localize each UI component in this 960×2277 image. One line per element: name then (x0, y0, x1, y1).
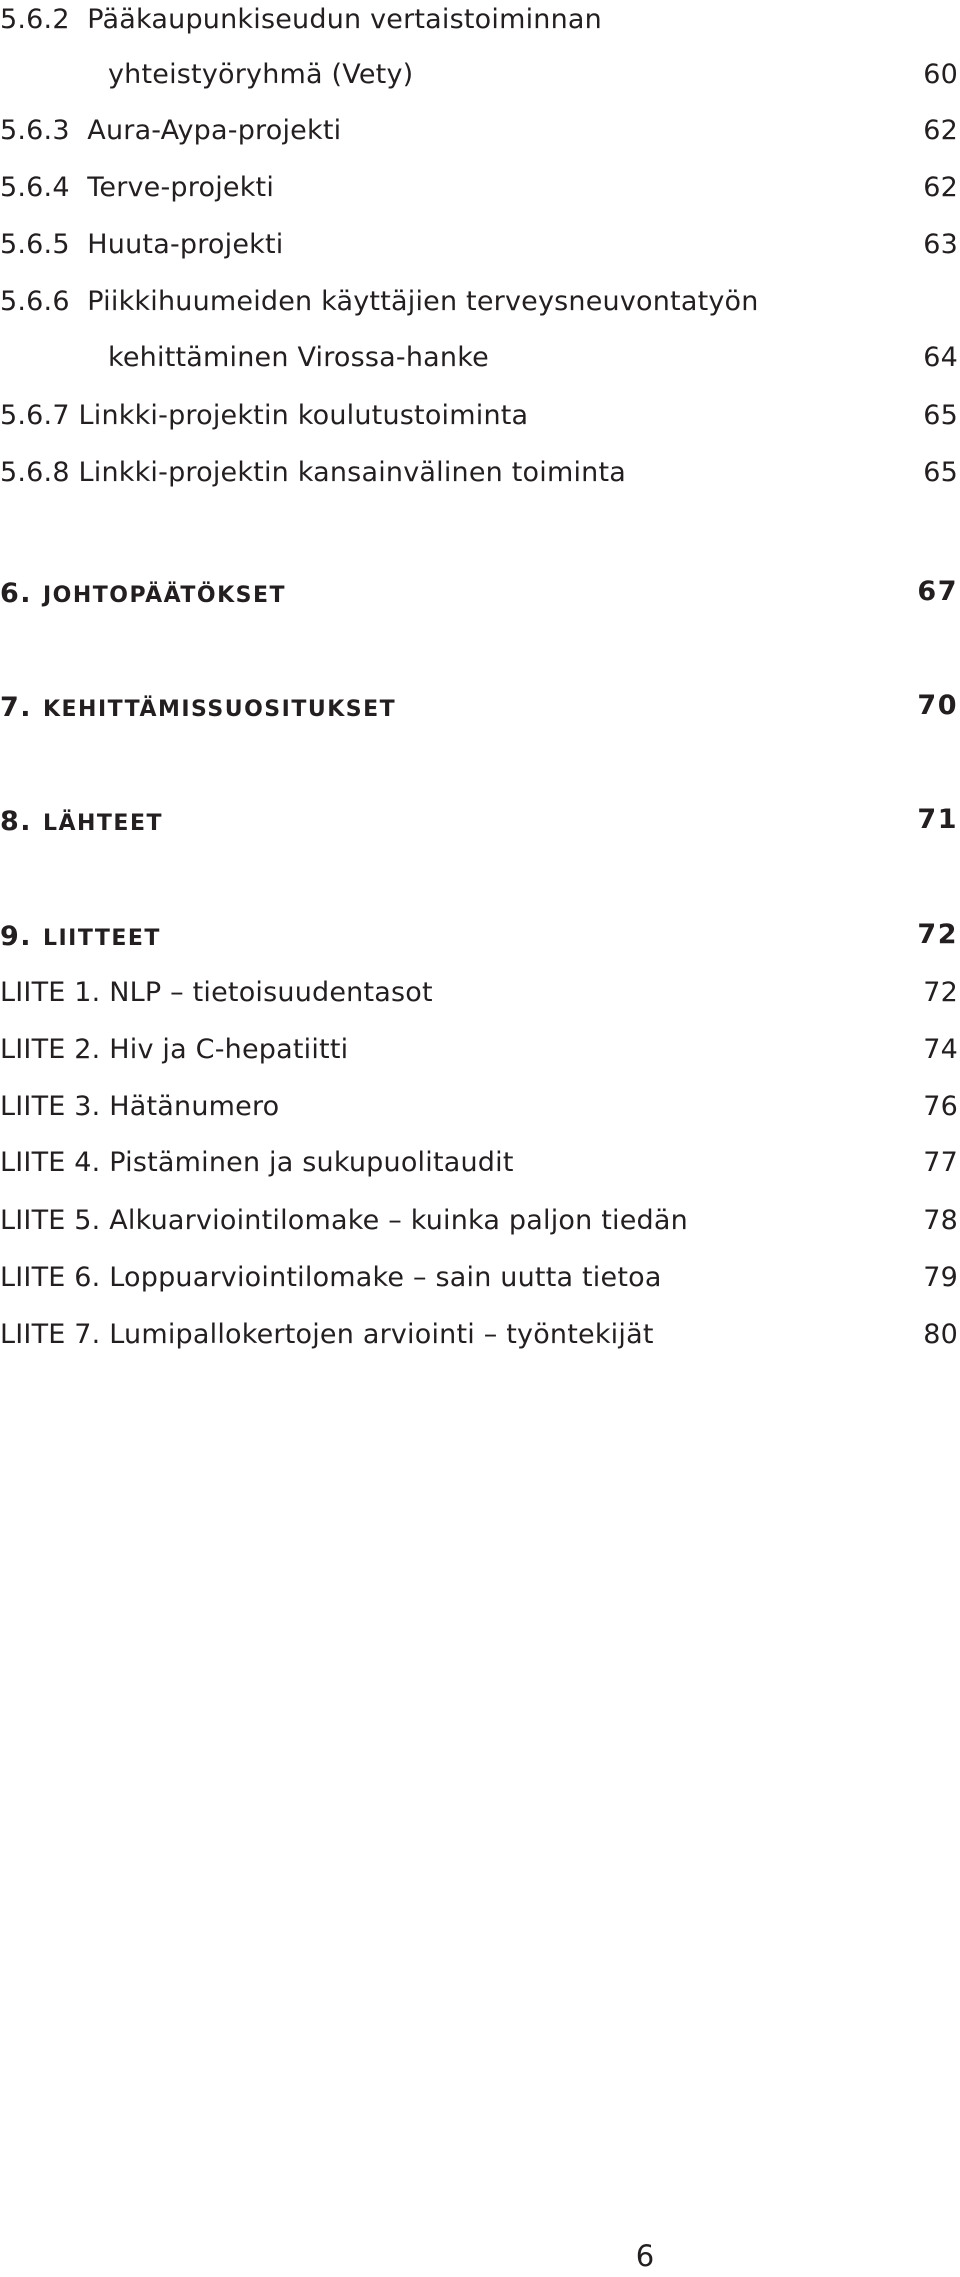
toc-entry-5-6-3 (0, 111, 960, 151)
toc-entry-title: Pääkaupunkiseudun vertaistoiminnan (87, 4, 602, 35)
toc-appendix-page: 74 (923, 1034, 958, 1065)
toc-appendix-title: LIITE 5. Alkuarviointilomake – kuinka paljon tiedän (0, 1205, 688, 1236)
toc-chapter-9 (0, 915, 960, 955)
toc-appendix-title: LIITE 7. Lumipallokertojen arviointi – työntekijät (0, 1319, 654, 1350)
toc-entry-number: 5.6.4 (0, 172, 70, 203)
toc-chapter-page: 71 (917, 804, 958, 835)
toc-appendix-title: LIITE 2. Hiv ja C-hepatiitti (0, 1034, 349, 1065)
toc-entry-title: Piikkihuumeiden käyttäjien terveysneuvontatyön (87, 286, 759, 317)
toc-appendix-page: 77 (923, 1147, 958, 1178)
toc-entry-page: 65 (923, 457, 958, 488)
toc-chapter-title: johtopäätökset (42, 574, 287, 610)
toc-appendix-page: 80 (923, 1319, 958, 1350)
toc-chapter-6 (0, 572, 960, 612)
toc-appendix-5 (0, 1201, 960, 1241)
toc-appendix-title: LIITE 6. Loppuarviointilomake – sain uutta tietoa (0, 1262, 662, 1293)
toc-appendix-1 (0, 973, 960, 1013)
toc-appendix-page: 79 (923, 1262, 958, 1293)
toc-appendix-title: LIITE 4. Pistäminen ja sukupuolitaudit (0, 1147, 514, 1178)
toc-chapter-title: lähteet (42, 802, 163, 838)
toc-entry-page: 65 (923, 400, 958, 431)
toc-entry-5-6-5 (0, 225, 960, 265)
toc-entry-page: 62 (923, 172, 958, 203)
toc-entry-number: 5.6.3 (0, 115, 70, 146)
toc-entry-number: 5.6.7 (0, 400, 70, 431)
toc-appendix-page: 72 (923, 977, 958, 1008)
toc-chapter-number: 9. (0, 921, 33, 952)
toc-entry-5-6-7 (0, 396, 960, 436)
toc-chapter-title: kehittämissuositukset (42, 688, 397, 724)
toc-appendix-3 (0, 1087, 960, 1127)
toc-appendix-title: LIITE 1. NLP – tietoisuudentasot (0, 977, 433, 1008)
page-number: 6 (635, 2239, 655, 2273)
toc-chapter-7 (0, 686, 960, 726)
toc-entry-5-6-2-continued (0, 55, 960, 95)
toc-entry-number: 5.6.5 (0, 229, 70, 260)
toc-entry-page: 64 (923, 342, 958, 373)
toc-entry-title: yhteistyöryhmä (Vety) (108, 59, 414, 90)
toc-chapter-number: 7. (0, 692, 33, 723)
toc-appendix-page: 76 (923, 1091, 958, 1122)
toc-entry-title: Huuta-projekti (87, 229, 284, 260)
toc-entry-5-6-6-continued (0, 338, 960, 378)
toc-appendix-2 (0, 1030, 960, 1070)
toc-entry-title: Linkki-projektin koulutustoiminta (78, 400, 529, 431)
toc-chapter-number: 8. (0, 806, 33, 837)
toc-entry-5-6-8 (0, 453, 960, 493)
toc-chapter-page: 72 (917, 919, 958, 950)
toc-appendix-4 (0, 1143, 960, 1183)
toc-entry-page: 62 (923, 115, 958, 146)
toc-entry-page: 63 (923, 229, 958, 260)
toc-appendix-7 (0, 1315, 960, 1355)
toc-chapter-title: liitteet (42, 917, 161, 953)
toc-chapter-8 (0, 800, 960, 840)
toc-appendix-page: 78 (923, 1205, 958, 1236)
toc-entry-number: 5.6.6 (0, 286, 70, 317)
toc-entry-page: 60 (923, 59, 958, 90)
toc-entry-title: kehittäminen Virossa-hanke (108, 342, 489, 373)
toc-entry-title: Aura-Aypa-projekti (87, 115, 342, 146)
toc-entry-title: Linkki-projektin kansainvälinen toiminta (78, 457, 627, 488)
toc-chapter-number: 6. (0, 578, 33, 609)
toc-entry-5-6-2 (0, 0, 960, 40)
toc-entry-5-6-6 (0, 282, 960, 322)
toc-chapter-page: 67 (917, 576, 958, 607)
toc-entry-title: Terve-projekti (87, 172, 275, 203)
toc-chapter-page: 70 (917, 690, 958, 721)
toc-appendix-6 (0, 1258, 960, 1298)
toc-entry-number: 5.6.8 (0, 457, 70, 488)
toc-entry-5-6-4 (0, 168, 960, 208)
toc-appendix-title: LIITE 3. Hätänumero (0, 1091, 280, 1122)
toc-entry-number: 5.6.2 (0, 4, 70, 35)
